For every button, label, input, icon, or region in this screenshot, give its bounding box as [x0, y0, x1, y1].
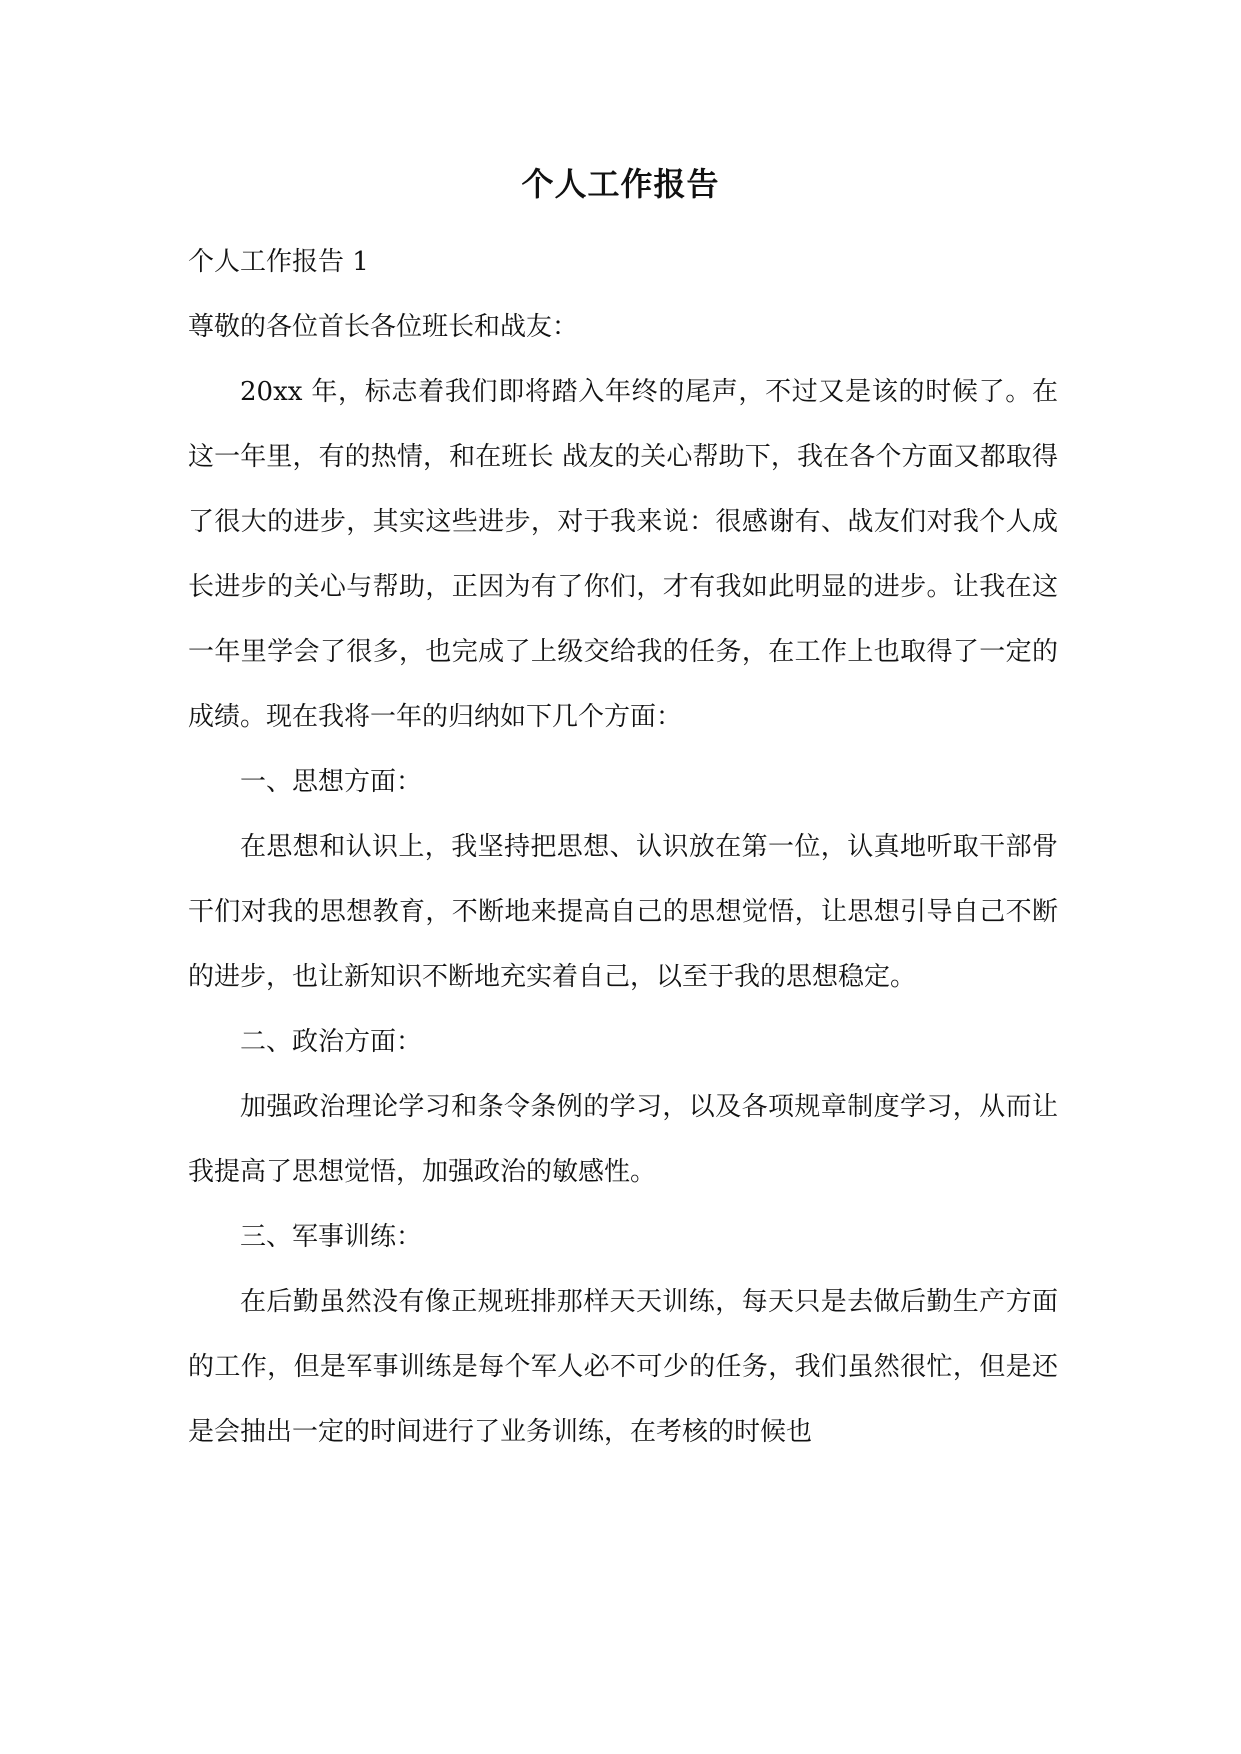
heading-ideology: 一、思想方面： [240, 767, 423, 797]
document-body [188, 230, 1058, 1465]
salutation: 尊敬的各位首长各位班长和战友： [188, 312, 579, 342]
paragraph-military-training: 在后勤虽然没有像正规班排那样天天训练，每天只是去做后勤生产方面的工作，但是军事训练是每个军人必不可少的任务，我们虽然很忙，但是还是会抽出一定的时间进行了业务训练，在考核的时候也 [188, 1287, 1058, 1447]
paragraph-intro: 20xx 年，标志着我们即将踏入年终的尾声，不过又是该的时候了。在这一年里，有的热情，和在班长 战友的关心帮助下，我在各个方面又都取得了很大的进步，其实这些进步，对于我来说：很感谢有、战友们对我个人成长进步的关心与帮助，正因为有了你们，才有我如此明显的进步。让我在这一年里学会了很多，也完成了上级交给我的任务，在工作上也取得了一定的成绩。现在我将一年的归纳如下几个方面： [188, 377, 1058, 732]
heading-politics: 二、政治方面： [240, 1027, 423, 1057]
heading-military-training: 三、军事训练： [240, 1222, 423, 1252]
paragraph-ideology: 在思想和认识上，我坚持把思想、认识放在第一位，认真地听取干部骨干们对我的思想教育，不断地来提高自己的思想觉悟，让思想引导自己不断的进步，也让新知识不断地充实着自己，以至于我的思想稳定。 [188, 832, 1058, 992]
paragraph-politics: 加强政治理论学习和条令条例的学习，以及各项规章制度学习，从而让我提高了思想觉悟，加强政治的敏感性。 [188, 1092, 1058, 1187]
page-title: 个人工作报告 [521, 165, 720, 203]
section-heading: 个人工作报告 1 [188, 247, 369, 277]
